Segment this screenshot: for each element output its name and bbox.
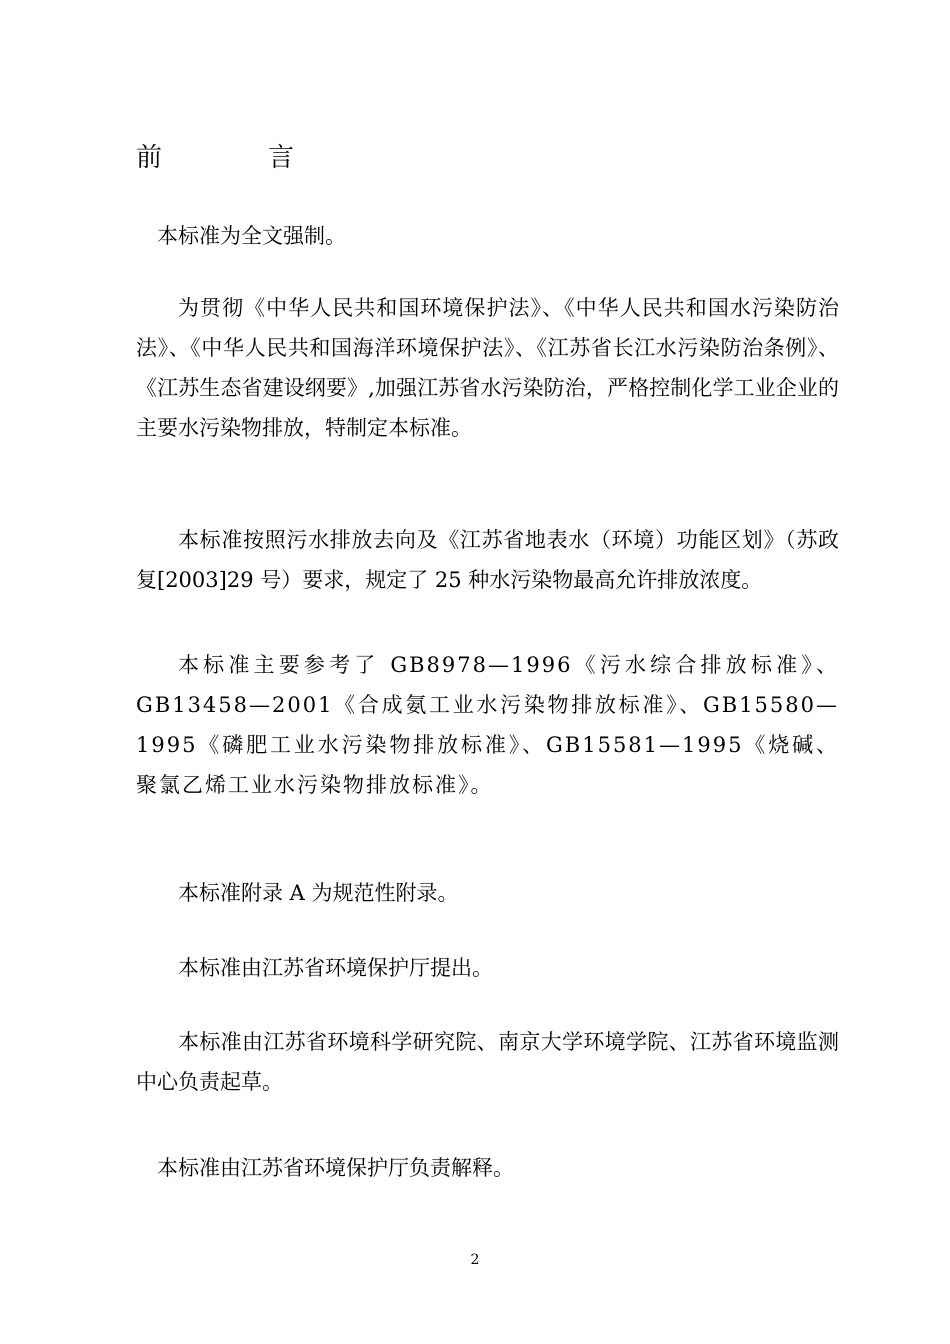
preface-heading: 前 言	[136, 143, 335, 173]
paragraph-drafters: 本标准由江苏省环境科学研究院、南京大学环境学院、江苏省环境监测中心负责起草。	[136, 1030, 839, 1094]
paragraph-references: 本标准主要参考了 GB8978—1996《污水综合排放标准》、GB13458—2001《合成氨工业水污染物排放标准》、GB15580—1995《磷肥工业水污染物排放标准》、GB15581—1995《烧碱、聚氯乙烯工业水污染物排放标准》。	[136, 653, 839, 797]
paragraph-interpretation: 本标准由江苏省环境保护厅负责解释。	[157, 1156, 514, 1180]
page-number: 2	[470, 1252, 480, 1268]
paragraph-appendix: 本标准附录 A 为规范性附录。	[178, 881, 459, 905]
paragraph-mandatory: 本标准为全文强制。	[157, 224, 346, 248]
paragraph-proposer: 本标准由江苏省环境保护厅提出。	[178, 956, 493, 980]
paragraph-basis: 本标准按照污水排放去向及《江苏省地表水（环境）功能区划》（苏政复[2003]29 号）要求，规定了 25 种水污染物最高允许排放浓度。	[136, 528, 839, 592]
paragraph-purpose: 为贯彻《中华人民共和国环境保护法》、《中华人民共和国水污染防治法》、《中华人民共和国海洋环境保护法》、《江苏省长江水污染防治条例》、《江苏生态省建设纲要》,加强江苏省水污染防治，严格控制化学工业企业的主要水污染物排放，特制定本标准。	[136, 296, 839, 440]
